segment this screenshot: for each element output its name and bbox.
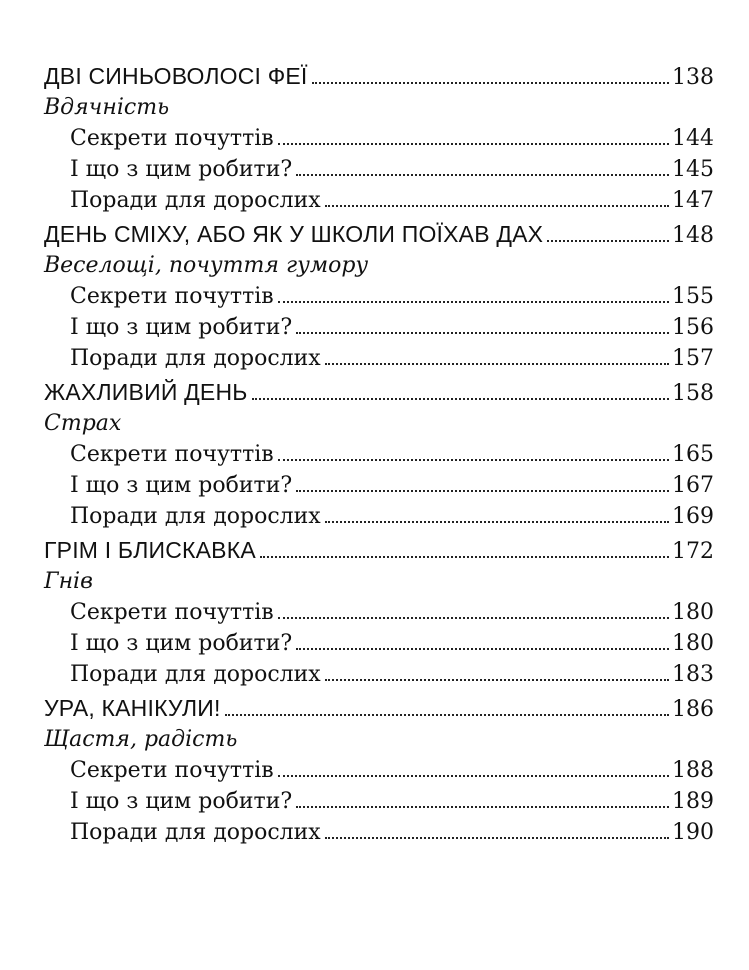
dot-leader — [278, 775, 669, 777]
chapter-title: ДЕНЬ СМІХУ, АБО ЯК У ШКОЛИ ПОЇХАВ ДАХ — [44, 221, 544, 247]
chapter-page-number: 172 — [672, 539, 714, 564]
subsection-entry — [44, 786, 714, 817]
chapter-entry — [44, 534, 714, 567]
subsection-entry — [44, 123, 714, 154]
subsection-page-number: 188 — [672, 758, 714, 783]
subsection-title: Секрети почуттів — [70, 442, 274, 467]
subsection-page-number: 180 — [672, 631, 714, 656]
dot-leader — [278, 459, 669, 461]
toc-section — [44, 218, 714, 374]
dot-leader — [296, 806, 669, 808]
subsection-entry — [44, 343, 714, 374]
subsection-page-number: 169 — [672, 504, 714, 529]
subsection-title: Секрети почуттів — [70, 758, 274, 783]
subsection-page-number: 144 — [672, 126, 714, 151]
chapter-title: УРА, КАНІКУЛИ! — [44, 695, 221, 721]
subsection-page-number: 180 — [672, 600, 714, 625]
subsection-page-number: 145 — [672, 157, 714, 182]
subsection-title: І що з цим робити? — [70, 631, 293, 656]
chapter-entry — [44, 218, 714, 251]
chapter-page-number: 186 — [672, 697, 714, 722]
toc-section — [44, 376, 714, 532]
subsection-title: Секрети почуттів — [70, 126, 274, 151]
subsection-page-number: 147 — [672, 188, 714, 213]
subsection-title: Поради для дорослих — [70, 346, 321, 371]
subsection-title: Поради для дорослих — [70, 504, 321, 529]
subsection-page-number: 167 — [672, 473, 714, 498]
subsection-entry — [44, 501, 714, 532]
chapter-page-number: 138 — [672, 65, 714, 90]
subsection-page-number: 156 — [672, 315, 714, 340]
toc-section — [44, 60, 714, 216]
chapter-theme: Гнів — [44, 569, 93, 594]
dot-leader — [312, 82, 669, 84]
subsection-page-number: 155 — [672, 284, 714, 309]
subsection-entry — [44, 154, 714, 185]
subsection-title: І що з цим робити? — [70, 315, 293, 340]
chapter-theme: Щастя, радість — [44, 727, 238, 752]
dot-leader — [325, 521, 669, 523]
subsection-page-number: 183 — [672, 662, 714, 687]
dot-leader — [296, 648, 669, 650]
subsection-title: І що з цим робити? — [70, 157, 293, 182]
subsection-entry — [44, 470, 714, 501]
dot-leader — [225, 714, 669, 716]
subsection-title: Поради для дорослих — [70, 820, 321, 845]
subsection-title: Секрети почуттів — [70, 600, 274, 625]
chapter-title: ГРІМ І БЛИСКАВКА — [44, 537, 256, 563]
dot-leader — [278, 301, 669, 303]
chapter-title: ДВІ СИНЬОВОЛОСІ ФЕЇ — [44, 63, 308, 89]
subsection-title: І що з цим робити? — [70, 473, 293, 498]
toc-section — [44, 692, 714, 848]
subsection-entry — [44, 281, 714, 312]
subsection-title: Секрети почуттів — [70, 284, 274, 309]
subsection-page-number: 165 — [672, 442, 714, 467]
dot-leader — [252, 398, 669, 400]
chapter-theme: Веселощі, почуття гумору — [44, 253, 369, 278]
dot-leader — [547, 240, 669, 242]
dot-leader — [260, 556, 669, 558]
subsection-entry — [44, 312, 714, 343]
chapter-page-number: 158 — [672, 381, 714, 406]
dot-leader — [296, 174, 669, 176]
dot-leader — [325, 205, 669, 207]
chapter-entry — [44, 60, 714, 93]
subsection-entry — [44, 659, 714, 690]
dot-leader — [296, 490, 669, 492]
chapter-title: ЖАХЛИВИЙ ДЕНЬ — [44, 379, 248, 405]
chapter-theme: Вдячність — [44, 95, 170, 120]
subsection-title: Поради для дорослих — [70, 188, 321, 213]
chapter-theme: Страх — [44, 411, 122, 436]
dot-leader — [278, 143, 669, 145]
toc-section — [44, 534, 714, 690]
chapter-entry — [44, 376, 714, 409]
chapter-entry — [44, 692, 714, 725]
subsection-entry — [44, 755, 714, 786]
dot-leader — [278, 617, 669, 619]
dot-leader — [325, 363, 669, 365]
dot-leader — [325, 837, 669, 839]
subsection-page-number: 157 — [672, 346, 714, 371]
subsection-entry — [44, 597, 714, 628]
subsection-entry — [44, 628, 714, 659]
subsection-title: Поради для дорослих — [70, 662, 321, 687]
dot-leader — [296, 332, 669, 334]
subsection-entry — [44, 817, 714, 848]
subsection-page-number: 189 — [672, 789, 714, 814]
subsection-entry — [44, 185, 714, 216]
dot-leader — [325, 679, 669, 681]
subsection-page-number: 190 — [672, 820, 714, 845]
chapter-page-number: 148 — [672, 223, 714, 248]
table-of-contents — [44, 60, 714, 850]
subsection-title: І що з цим робити? — [70, 789, 293, 814]
subsection-entry — [44, 439, 714, 470]
